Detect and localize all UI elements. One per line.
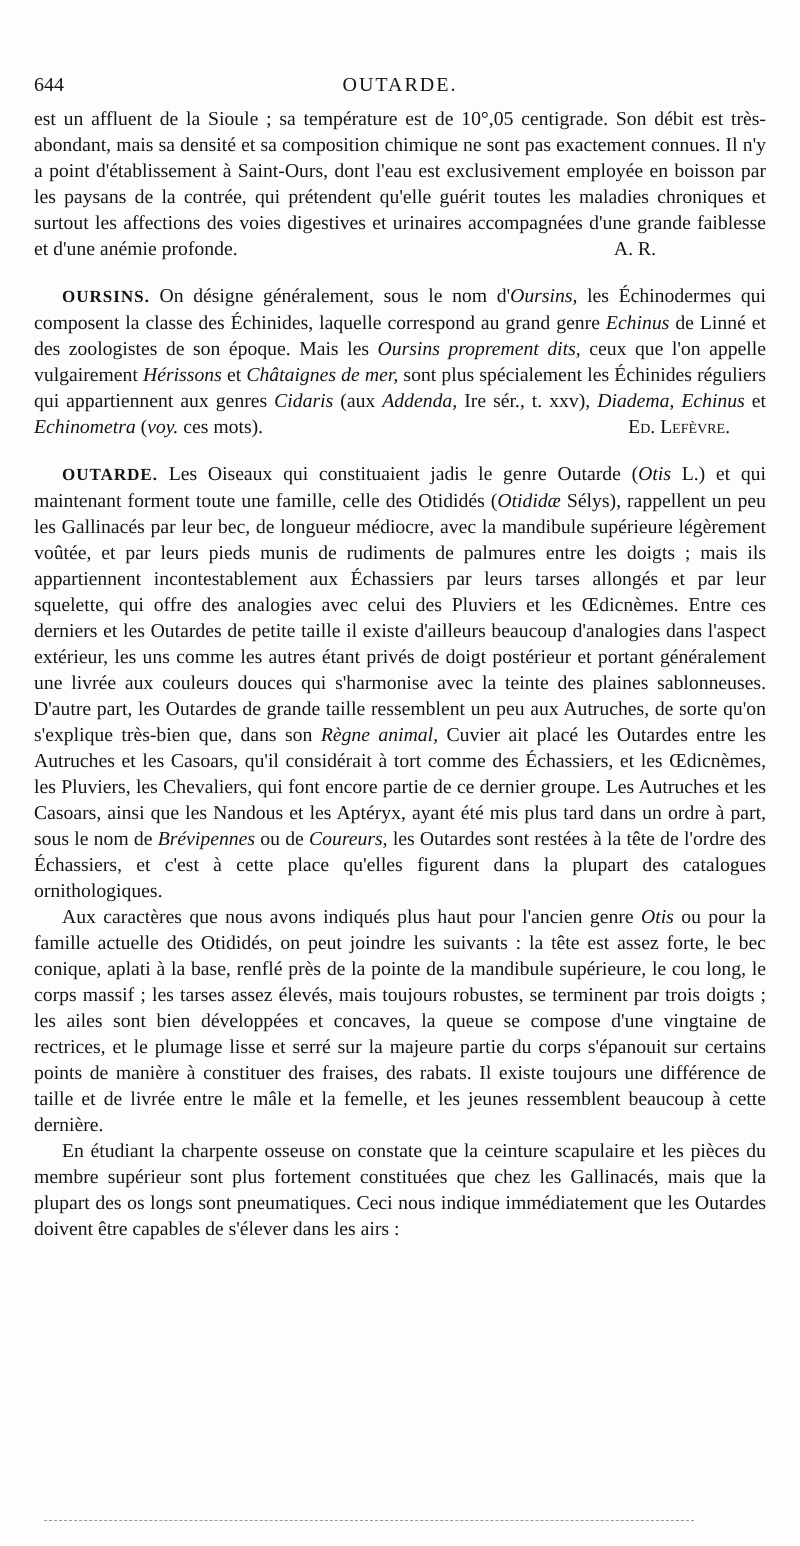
oursins-italic: Echinometra (34, 416, 136, 438)
outarde-text: Les Oiseaux qui constituaient jadis le genre Outarde ( (158, 463, 639, 485)
oursins-italic: voy. (147, 416, 179, 438)
outarde-text: les Outardes sont restées à la tête de l'ordre des Échassiers, et c'est à cette place qu'elles figurent dans la plupart des catalogues ornithologiques. (34, 828, 766, 902)
outarde-text: Cuvier ait placé les Outardes entre les Autruches et les Casoars, qu'il considérait à tort comme des Échassiers, et les Œdicnèmes, les Pluviers, les Chevaliers, qui font encore partie de ce dernier groupe. Les Autruches et les Casoars, ainsi que les Nandous et les Aptéryx, ayant été mis plus tard dans un ordre à part, sous le nom de (34, 724, 766, 850)
oursins-text: de Linné et des zoologistes de son époque. Mais les (34, 312, 766, 360)
outarde-italic: Règne animal, (320, 724, 439, 746)
outarde-italic: Otis (641, 906, 674, 928)
intro-signature: A. R. (613, 238, 656, 260)
running-header (34, 74, 766, 100)
outarde-text: Sélys), rappellent un peu les Gallinacés par leur bec, de longueur médiocre, avec la mandibule supérieure légèrement voûtée, et par leurs pieds munis de rudiments de palmures entre les doigts ; mais ils appartiennent incontestablement aux Échassiers par leurs tarses allongés et par leur squelette, qui offre des analogies avec celui des Pluviers et les Œdicnèmes. Entre ces derniers et les Outardes de petite taille il existe d'ailleurs beaucoup d'analogies dans l'aspect extérieur, les uns comme les autres étant privés de doigt postérieur et portant généralement une livrée aux couleurs douces qui s'harmonise avec la teinte des plaines sablonneuses. D'autre part, les Outardes de grande taille ressemblent un peu aux Autruches, de sorte qu'on s'explique très-bien que, dans son (34, 490, 766, 746)
intro-paragraph (34, 106, 766, 262)
oursins-text: et (744, 390, 767, 412)
outarde-italic: Otis (638, 463, 671, 485)
outarde-text: ou de (255, 828, 310, 850)
oursins-text: et (221, 364, 247, 386)
oursins-italic: Oursins proprement dits, (377, 338, 581, 360)
text-body (34, 106, 766, 1242)
oursins-italic: Echinus (605, 312, 670, 334)
outarde-text: En étudiant la charpente osseuse on constate que la ceinture scapulaire et les pièces du membre supérieur sont plus fortement constituées que chez les Gallinacés, mais que la plupart des os longs sont pneumatiques. Ceci nous indique immédiatement que les Outardes doivent être capables de s'élever dans les airs : (34, 1140, 766, 1240)
oursins-italic: Cidaris (274, 390, 334, 412)
oursins-italic: Diadema, Echinus (597, 390, 745, 412)
entry-headword-oursins: OURSINS. (62, 287, 150, 306)
outarde-paragraph-3 (34, 1138, 766, 1242)
oursins-signature: Ed. Lefèvre. (628, 416, 730, 438)
outarde-text: L.) et qui maintenant forment toute une famille, celle des Otididés ( (34, 463, 766, 512)
outarde-italic: Otididæ (497, 490, 561, 512)
outarde-paragraph-2 (34, 904, 766, 1138)
oursins-text: On désigne généralement, sous le nom d' (149, 285, 511, 307)
outarde-text: Aux caractères que nous avons indiqués plus haut pour l'ancien genre (62, 906, 642, 928)
oursins-text: sont plus spécialement les Échinides réguliers qui appartiennent aux genres (34, 364, 766, 412)
oursins-italic: Oursins, (510, 285, 578, 307)
outarde-italic: Brévipennes (157, 828, 256, 850)
running-title: OUTARDE. (342, 74, 458, 96)
oursins-entry (34, 283, 766, 440)
oursins-italic: Addenda, (382, 390, 458, 412)
oursins-text: (aux (333, 390, 383, 412)
outarde-text: ou pour la famille actuelle des Otididés, on peut joindre les suivants : la tête est assez forte, le bec conique, aplati à la base, renflé près de la pointe de la mandibule supérieure, le cou long, le corps massif ; les tarses assez élevés, mais toujours robustes, se terminent par trois doigts ; les ailes sont bien développées et concaves, la queue se compose d'une vingtaine de rectrices, et le plumage lisse et serré sur la majeure partie du corps s'épanouit sur certains points de manière à constituer des fraises, des rabats. Il existe toujours une différence de taille et de livrée entre le mâle et la femelle, et les jeunes ressemblent beaucoup à cette dernière. (34, 906, 766, 1136)
page-number: 644 (34, 74, 64, 96)
outarde-italic: Coureurs, (309, 828, 388, 850)
oursins-text: les Échinodermes qui composent la classe des Échinides, laquelle correspond au grand genre (34, 285, 766, 334)
oursins-text: ceux que l'on appelle vulgairement (34, 338, 766, 386)
oursins-text: ces mots). (178, 416, 264, 438)
footer-rule (44, 1520, 694, 1521)
intro-text: est un affluent de la Sioule ; sa température est de 10°,05 centigrade. Son débit est très-abondant, mais sa densité et sa composition chimique ne sont pas exactement connues. Il n'y a point d'établissement à Saint-Ours, dont l'eau est exclusivement employée en boisson par les paysans de la contrée, qui prétendent qu'elle guérit toutes les maladies chroniques et surtout les affections des voies digestives et urinaires accompagnées d'une grande faiblesse et d'une anémie profonde. (34, 108, 766, 260)
entry-headword-outarde: OUTARDE. (62, 465, 158, 484)
oursins-text: ( (135, 416, 148, 438)
oursins-italic: Châtaignes de mer, (246, 364, 399, 386)
outarde-entry (34, 461, 766, 904)
oursins-text: Ire sér., t. xxv), (457, 390, 598, 412)
oursins-italic: Hérissons (143, 364, 222, 386)
